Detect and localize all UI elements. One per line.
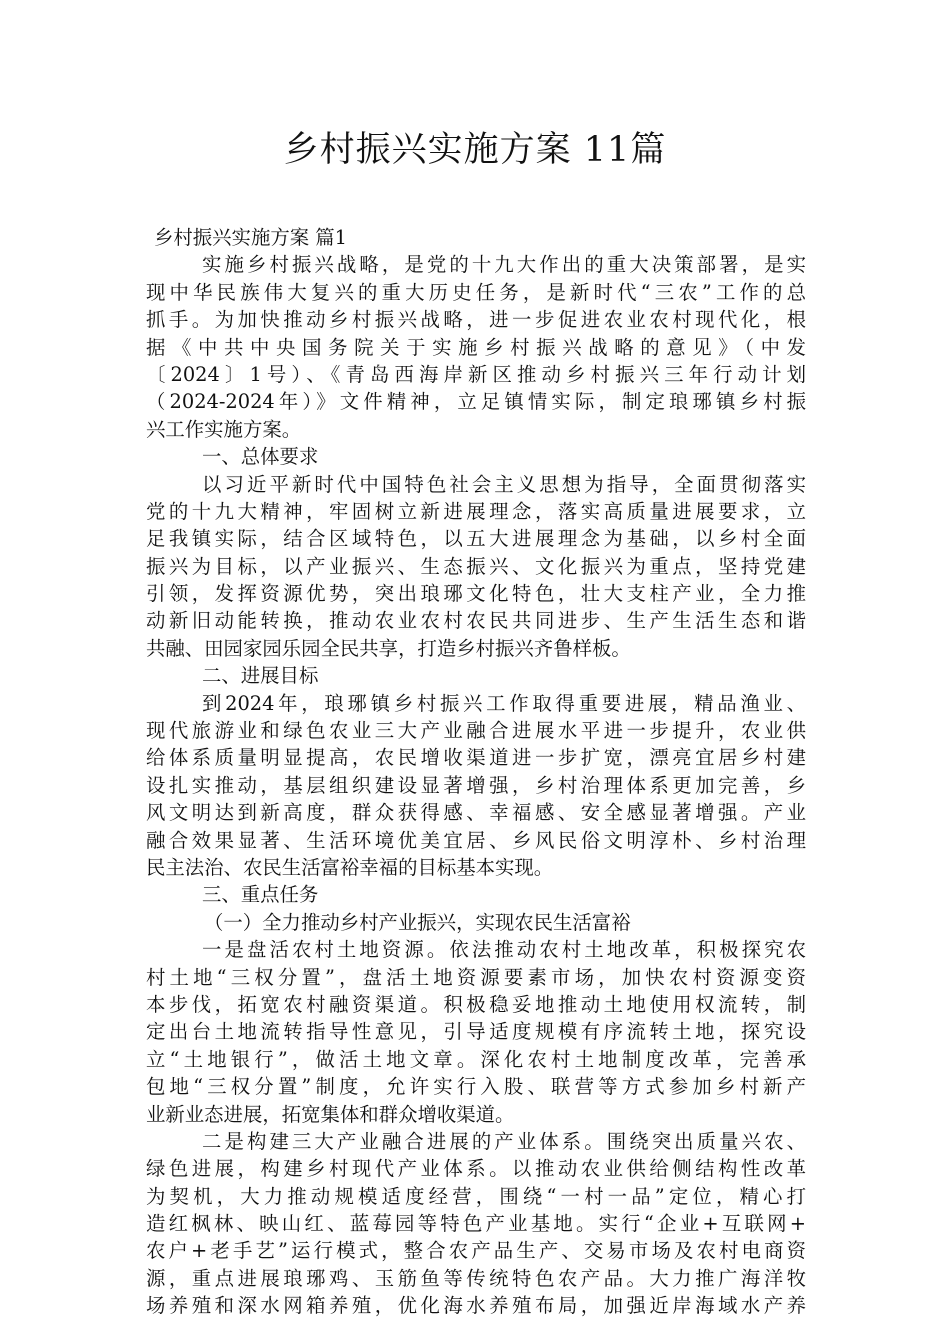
- paragraph-line: 二是构建三大产业融合进展的产业体系。围绕突出质量兴农、: [202, 1129, 806, 1153]
- paragraph-line: 振兴为目标，以产业振兴、生态振兴、文化振兴为重点，坚持党建: [146, 554, 806, 578]
- subsection-heading: （一）全力推动乡村产业振兴，实现农民生活富裕: [204, 910, 631, 934]
- paragraph-line: 现中华民族伟大复兴的重大历史任务，是新时代“三农”工作的总: [146, 280, 806, 304]
- paragraph-line: 立“土地银行”，做活土地文章。深化农村土地制度改革，完善承: [146, 1047, 806, 1071]
- paragraph-line: 到2024年，琅琊镇乡村振兴工作取得重要进展，精品渔业、: [202, 691, 806, 715]
- paragraph-line: （2024-2024年）》文件精神，立足镇情实际，制定琅琊镇乡村振: [146, 390, 806, 414]
- paragraph-line: 兴工作实施方案。: [146, 417, 302, 441]
- paragraph-line: 定出台土地流转指导性意见，引导适度规模有序流转土地，探究设: [146, 1020, 806, 1044]
- paragraph-line: 以习近平新时代中国特色社会主义思想为指导，全面贯彻落实: [202, 472, 806, 496]
- paragraph-line: 民主法治、农民生活富裕幸福的目标基本实现。: [146, 855, 554, 879]
- paragraph-line: 包地“三权分置”制度，允许实行入股、联营等方式参加乡村新产: [146, 1075, 806, 1099]
- paragraph-line: 源，重点进展琅琊鸡、玉筋鱼等传统特色农产品。大力推广海洋牧: [146, 1266, 806, 1290]
- paragraph-line: 业新业态进展，拓宽集体和群众增收渠道。: [146, 1102, 515, 1126]
- section-heading: 一、总体要求: [202, 445, 319, 469]
- section-heading: 二、进展目标: [202, 664, 319, 688]
- paragraph-line: 绿色进展，构建乡村现代产业体系。以推动农业供给侧结构性改革: [146, 1157, 806, 1181]
- paragraph-line: 为契机，大力推动规模适度经营，围绕“一村一品”定位，精心打: [146, 1184, 806, 1208]
- paragraph-line: 本步伐，拓宽农村融资渠道。积极稳妥地推动土地使用权流转，制: [146, 992, 806, 1016]
- paragraph-line: 据《中共中央国务院关于实施乡村振兴战略的意见》（中发: [146, 335, 806, 359]
- paragraph-line: 现代旅游业和绿色农业三大产业融合进展水平进一步提升，农业供: [146, 719, 806, 743]
- article-heading: 乡村振兴实施方案 篇1: [154, 226, 348, 249]
- document-title: 乡村振兴实施方案 11篇: [283, 130, 667, 170]
- paragraph-line: 给体系质量明显提高，农民增收渠道进一步扩宽，漂亮宜居乡村建: [146, 746, 806, 770]
- paragraph-line: 设扎实推动，基层组织建设显著增强，乡村治理体系更加完善，乡: [146, 773, 806, 797]
- paragraph-line: 村土地“三权分置”，盘活土地资源要素市场，加快农村资源变资: [146, 965, 806, 989]
- paragraph-line: 实施乡村振兴战略，是党的十九大作出的重大决策部署，是实: [202, 253, 806, 277]
- paragraph-line: 场养殖和深水网箱养殖，优化海水养殖布局，加强近岸海域水产养: [146, 1294, 806, 1318]
- document-body: [146, 224, 806, 1320]
- paragraph-line: 足我镇实际，结合区域特色，以五大进展理念为基础，以乡村全面: [146, 527, 806, 551]
- paragraph-line: 〔2024〕1号）、《青岛西海岸新区推动乡村振兴三年行动计划: [146, 362, 806, 386]
- paragraph-line: 引领，发挥资源优势，突出琅琊文化特色，壮大支柱产业，全力推: [146, 582, 806, 606]
- paragraph-line: 融合效果显著、生活环境优美宜居、乡风民俗文明淳朴、乡村治理: [146, 828, 806, 852]
- paragraph-line: 风文明达到新高度，群众获得感、幸福感、安全感显著增强。产业: [146, 801, 806, 825]
- paragraph-line: 动新旧动能转换，推动农业农村农民共同进步、生产生活生态和谐: [146, 609, 806, 633]
- section-heading: 三、重点任务: [202, 883, 319, 907]
- paragraph-line: 共融、田园家园乐园全民共享，打造乡村振兴齐鲁样板。: [146, 636, 631, 660]
- paragraph-line: 党的十九大精神，牢固树立新进展理念，落实高质量进展要求，立: [146, 499, 806, 523]
- paragraph-line: 造红枫林、映山红、蓝莓园等特色产业基地。实行“企业+互联网+: [146, 1212, 806, 1236]
- paragraph-line: 一是盘活农村土地资源。依法推动农村土地改革，积极探究农: [202, 938, 806, 962]
- paragraph-line: 抓手。为加快推动乡村振兴战略，进一步促进农业农村现代化，根: [146, 308, 806, 332]
- paragraph-line: 农户+老手艺”运行模式，整合农产品生产、交易市场及农村电商资: [146, 1239, 806, 1263]
